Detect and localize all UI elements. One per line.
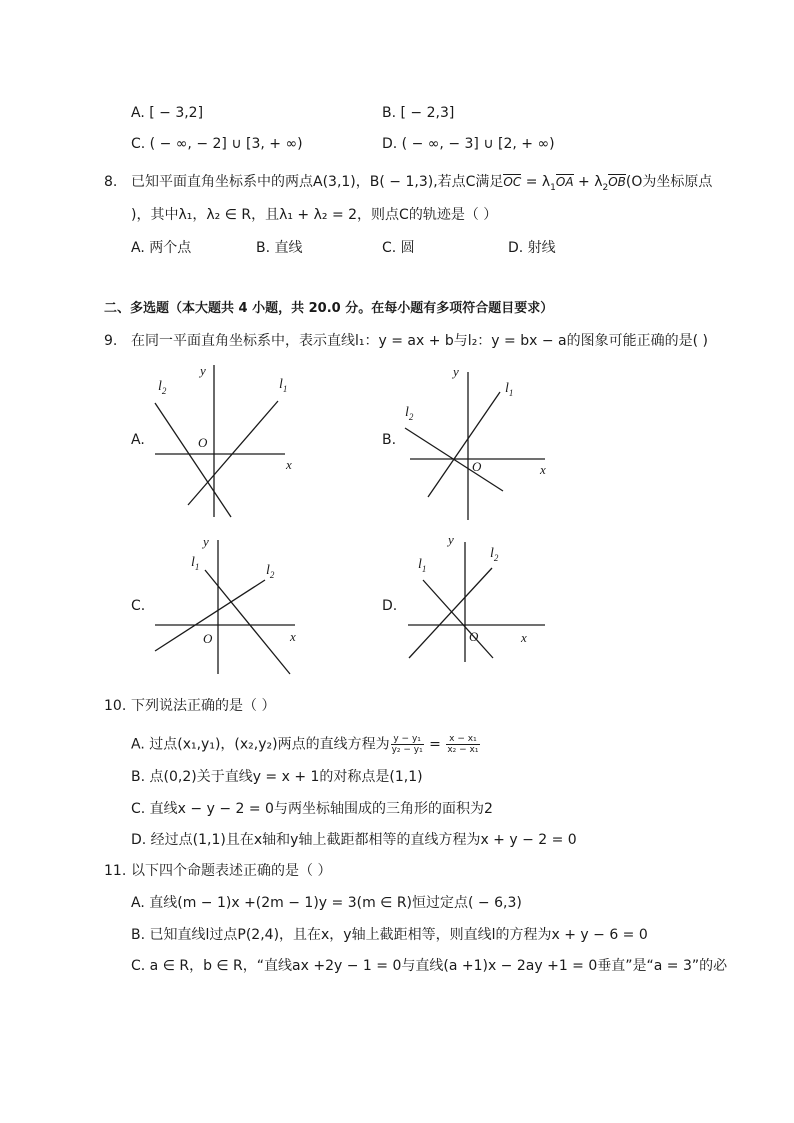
q8-stem-line2: )，其中λ₁，λ₂ ∈ R，且λ₁ + λ₂ = 2，则点C的轨迹是（ ） bbox=[131, 207, 498, 223]
vector-oc: OC bbox=[503, 175, 522, 189]
line-l1 bbox=[428, 392, 500, 497]
q11-number: 11. bbox=[104, 863, 127, 879]
label-l2: $l_2$ bbox=[158, 379, 167, 396]
q9-graph-a[interactable] bbox=[140, 355, 320, 525]
label-l2: $l_2$ bbox=[490, 546, 499, 563]
q9-stem: 在同一平面直角坐标系中，表示直线l₁：y = ax + b与l₂：y = bx − a的图象可能正确的是( ) bbox=[131, 333, 708, 349]
origin-label: O bbox=[469, 629, 479, 644]
q9-option-b-label[interactable]: B. bbox=[382, 432, 397, 448]
q10-option-d[interactable]: D. 经过点(1,1)且在x轴和y轴上截距都相等的直线方程为x + y − 2 = 0 bbox=[131, 832, 577, 848]
q9-number: 9. bbox=[104, 333, 118, 349]
label-l2: $l_2$ bbox=[266, 563, 275, 580]
label-l1: $l_1$ bbox=[418, 557, 427, 574]
origin-label: O bbox=[472, 459, 482, 474]
line-l1 bbox=[188, 401, 278, 505]
label-l1: $l_1$ bbox=[505, 381, 514, 398]
axis-x-label: x bbox=[286, 457, 292, 472]
label-l1: $l_1$ bbox=[279, 377, 288, 394]
q9-option-d-label[interactable]: D. bbox=[382, 598, 398, 614]
q11-option-b[interactable]: B. 已知直线l过点P(2,4)，且在x，y轴上截距相等，则直线l的方程为x + y − 6 = 0 bbox=[131, 927, 648, 943]
vector-oa: OA bbox=[555, 175, 574, 189]
q9-graph-d[interactable] bbox=[400, 530, 565, 680]
fraction-x: $\frac{\text{x − x₁}}{\text{x₂ − x₁}}$ bbox=[447, 734, 479, 755]
q9-graph-b[interactable] bbox=[395, 360, 565, 525]
q8-text-part2: (O为坐标原点 bbox=[625, 174, 713, 190]
axis-y-label: y bbox=[453, 364, 459, 379]
fraction-y: $\frac{\text{y − y₁}}{\text{y₂ − y₁}}$ bbox=[391, 734, 423, 755]
q9-graph-c[interactable] bbox=[145, 530, 320, 680]
q10-number: 10. bbox=[104, 698, 127, 714]
q8-number: 8. bbox=[104, 174, 118, 190]
q8-option-d[interactable]: D. 射线 bbox=[508, 240, 556, 256]
q8-sub1: 1 bbox=[550, 182, 556, 193]
q10-stem: 下列说法正确的是（ ） bbox=[131, 698, 276, 714]
q7-option-a[interactable]: A. [ − 3,2] bbox=[131, 105, 204, 121]
q10-option-a[interactable] bbox=[131, 734, 481, 755]
section-heading-multi-choice: 二、多选题（本大题共 4 小题，共 20.0 分。在每小题有多项符合题目要求） bbox=[104, 301, 554, 316]
label-l2: $l_2$ bbox=[405, 405, 414, 422]
q8-option-b[interactable]: B. 直线 bbox=[256, 240, 303, 256]
q9-option-a-label[interactable]: A. bbox=[131, 432, 145, 448]
q8-sub2: 2 bbox=[602, 182, 609, 193]
q8-option-a[interactable]: A. 两个点 bbox=[131, 240, 192, 256]
axis-x-label: x bbox=[540, 462, 546, 477]
q9-option-c-label[interactable]: C. bbox=[131, 598, 146, 614]
q8-option-c[interactable]: C. 圆 bbox=[382, 240, 415, 256]
q7-option-b[interactable]: B. [ − 2,3] bbox=[382, 105, 455, 121]
axis-x-label: x bbox=[521, 630, 527, 645]
q10-a-text: A. 过点(x₁,y₁)，(x₂,y₂)两点的直线方程为 bbox=[131, 736, 390, 753]
q11-stem: 以下四个命题表述正确的是（ ） bbox=[131, 863, 332, 879]
q11-option-c[interactable]: C. a ∈ R，b ∈ R，“直线ax +2y − 1 = 0与直线(a +1)x − 2ay +1 = 0垂直”是“a = 3”的必 bbox=[131, 958, 728, 974]
axis-x-label: x bbox=[290, 629, 296, 644]
line-l1 bbox=[423, 580, 493, 658]
q11-option-a[interactable]: A. 直线(m − 1)x +(2m − 1)y = 3(m ∈ R)恒过定点( − 6,3) bbox=[131, 895, 522, 911]
label-l1: $l_1$ bbox=[191, 555, 200, 572]
vector-ob: OB bbox=[608, 175, 626, 189]
origin-label: O bbox=[203, 631, 213, 646]
axis-y-label: y bbox=[448, 532, 454, 547]
q8-eq: = λ bbox=[521, 174, 551, 190]
q8-plus: + λ bbox=[573, 174, 603, 190]
q8-text-part1: 已知平面直角坐标系中的两点A(3,1)，B( − 1,3),若点C满足 bbox=[131, 174, 504, 190]
q10-option-b[interactable]: B. 点(0,2)关于直线y = x + 1的对称点是(1,1) bbox=[131, 769, 423, 785]
origin-label: O bbox=[198, 435, 208, 450]
axis-y-label: y bbox=[203, 534, 209, 549]
q10-option-c[interactable]: C. 直线x − y − 2 = 0与两坐标轴围成的三角形的面积为2 bbox=[131, 801, 493, 817]
line-l2 bbox=[409, 568, 492, 658]
axis-y-label: y bbox=[200, 363, 206, 378]
equals: = bbox=[424, 736, 446, 753]
q7-option-d[interactable]: D. ( − ∞, − 3] ∪ [2, + ∞) bbox=[382, 136, 555, 152]
q7-option-c[interactable]: C. ( − ∞, − 2] ∪ [3, + ∞) bbox=[131, 136, 303, 152]
q8-stem-line1 bbox=[131, 173, 712, 197]
